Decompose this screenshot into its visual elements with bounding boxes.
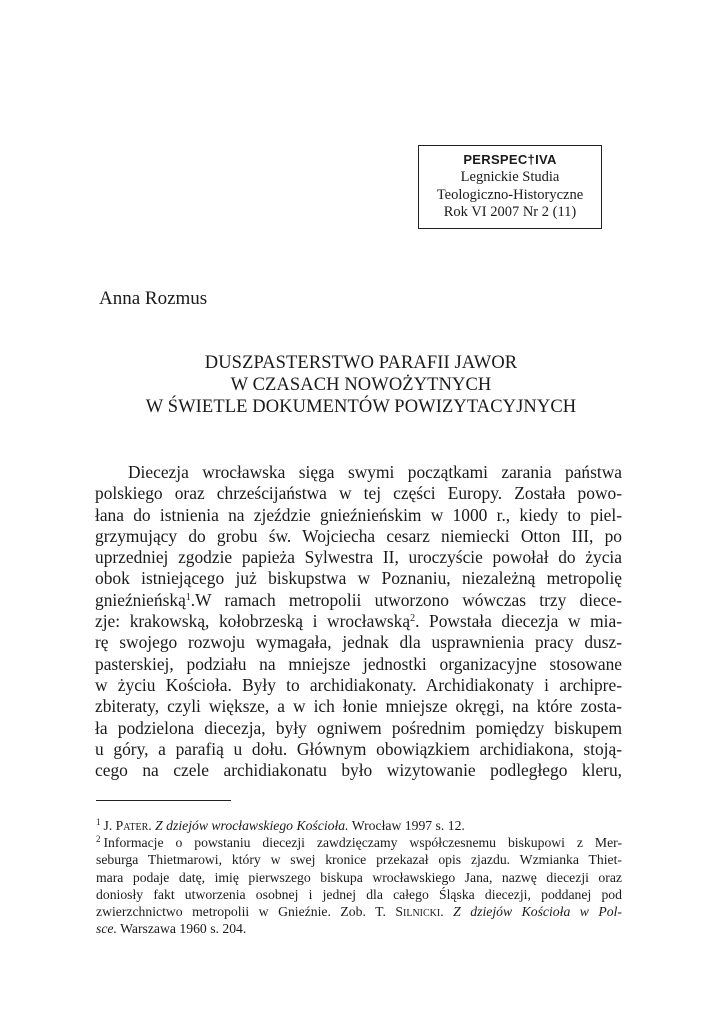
footnote-2: $^2$ Informacje o powstaniu diecezji zawdzięczamy współczesnemu biskupowi z Mer- xyxy=(96,834,622,851)
author-name: Anna Rozmus xyxy=(99,288,208,309)
footnotes xyxy=(96,817,622,937)
footnote-1: $^1$ J. Pater. Z dziejów wrocławskiego Kościoła. Wrocław 1997 s. 12. xyxy=(96,817,465,833)
body-line: zbiteraty, czyli większe, a w ich łonie mniejsze okręgi, na które zosta- xyxy=(95,696,622,717)
body-line: zje: krakowską, kołobrzeską i wrocławską$^2$. Powstała diecezja w mia- xyxy=(95,611,622,632)
footnote-2-line: zwierzchnictwo metropolii w Gnieźnie. Zob. T. Silnicki. Z dziejów Kościoła w Pol- xyxy=(96,903,622,919)
body-line: rę swojego rozwoju wymagała, jednak dla usprawnienia pracy dusz- xyxy=(95,632,622,653)
body-line: obok istniejącego już biskupstwa w Poznaniu, niezależną metropolię xyxy=(95,568,622,589)
body-line: w życiu Kościoła. Były to archidiakonaty. Archidiakonaty i archipre- xyxy=(95,674,622,695)
article-title xyxy=(80,352,642,418)
body-line: cego na czele archidiakonatu było wizytowanie podległego kleru, xyxy=(95,760,622,781)
footnote-2-line: sce. Warszawa 1960 s. 204. xyxy=(96,921,247,937)
footnote-ref-2[interactable]: 2 xyxy=(410,613,416,625)
journal-info-box xyxy=(418,145,602,229)
body-line: ła podzielona diecezja, były ogniwem pośrednim pomiędzy biskupem xyxy=(95,717,622,738)
journal-issue: Rok VI 2007 Nr 2 (11) xyxy=(443,204,577,220)
footnote-divider xyxy=(96,800,231,801)
body-paragraph xyxy=(95,462,622,781)
body-line: Diecezja wrocławska sięga swymi początkami zarania państwa xyxy=(128,462,622,482)
journal-name: PERSPEC†IVA xyxy=(463,152,557,167)
title-line-3: W ŚWIETLE DOKUMENTÓW POWIZYTACYJNYCH xyxy=(145,397,577,417)
body-line: łana do istnienia na zjeździe gnieźnieńskim w 1000 r., kiedy to piel- xyxy=(95,504,622,525)
body-line: polskiego oraz chrześcijaństwa w tej części Europy. Została powo- xyxy=(95,483,622,504)
body-line: u góry, a parafią u dołu. Głównym obowiązkiem archidiakona, stoją- xyxy=(95,738,622,759)
body-line: gnieźnieńską$^1$.W ramach metropolii utworzono wówczas trzy diece- xyxy=(95,589,622,610)
body-line: pasterskiej, podziału na mniejsze jednostki organizacyjne stosowane xyxy=(95,653,622,674)
footnote-2-line: mara podaje datę, imię pierwszego biskupa wrocławskiego Jana, nazwę diecezji oraz xyxy=(96,869,622,885)
cross-icon: † xyxy=(527,152,536,167)
title-line-1: DUSZPASTERSTWO PARAFII JAWOR xyxy=(204,353,518,373)
body-line: uprzedniej zgodzie papieża Sylwestra II, uroczyście powołał do życia xyxy=(95,547,622,568)
title-line-2: W CZASACH NOWOŻYTNYCH xyxy=(230,375,492,395)
footnote-2-line: seburga Thietmarowi, który w swej kronice przekazał opis zjazdu. Wzmianka Thiet- xyxy=(96,852,622,868)
journal-subtitle-1: Legnickie Studia xyxy=(460,169,560,185)
footnote-ref-1[interactable]: 1 xyxy=(185,591,191,603)
footnote-2-line: doniosły fakt utworzenia osobnej i jednej dla całego Śląska diecezji, poddanej pod xyxy=(96,886,622,902)
journal-subtitle-2: Teologiczno-Historyczne xyxy=(436,186,584,203)
body-line: grzymujący do grobu św. Wojciecha cesarz niemiecki Otton III, po xyxy=(95,525,622,546)
